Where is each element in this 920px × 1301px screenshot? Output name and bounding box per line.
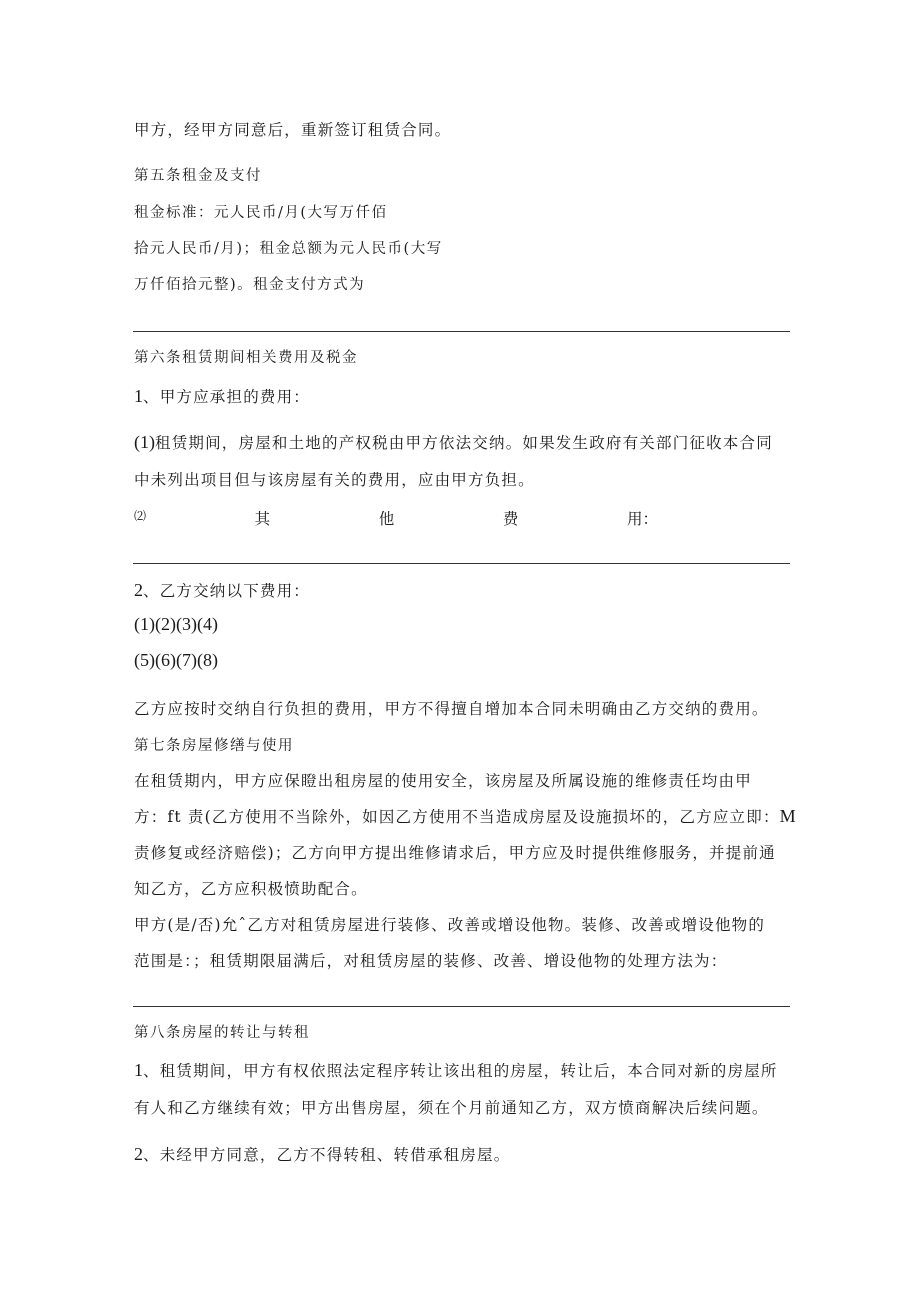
item-number-list: (5)(6)(7)(8): [134, 650, 218, 670]
text-line: [134, 385, 310, 407]
text-line: [134, 579, 310, 601]
text-line: 拾元人民币/月)；租金总额为元人民币(大写: [134, 241, 443, 257]
text-line: 中未列出项目但与该房屋有关的费用，应由甲方负担。: [134, 471, 535, 489]
item-number: M: [779, 806, 796, 826]
spaced-word: 他: [378, 510, 395, 528]
item-number: 2: [134, 1144, 143, 1164]
blank-fill-line: [133, 1006, 790, 1007]
text-line: 有人和乙方继续有效；甲方出售房屋，须在个月前通知乙方，双方愤商解决后续问题。: [134, 1099, 769, 1117]
spaced-word: 其: [254, 510, 271, 528]
blank-fill-line: [133, 563, 790, 564]
text-line: 甲方，经甲方同意后，重新签订租赁合同。: [134, 121, 452, 139]
spaced-text-line: [134, 507, 658, 529]
item-text: 、未经甲方同意，乙方不得转租、转借承租房屋。: [143, 1146, 511, 1164]
text-line: 知乙方，乙方应积极愤助配合。: [134, 880, 368, 898]
text-line: 乙方应按时交纳自行负担的费用，甲方不得擅自增加本合同未明确由乙方交纳的费用。: [134, 700, 769, 718]
item-text: 、租赁期间，甲方有权依照法定程序转让该出租的房屋，转让后，本合同对新的房屋所: [143, 1062, 778, 1080]
item-number-list: (1)(2)(3)(4): [134, 614, 218, 634]
text-line: [134, 805, 796, 827]
item-number: ⑵: [134, 509, 147, 523]
section-title: 第八条房屋的转让与转租: [134, 1025, 310, 1041]
item-text: 、乙方交纳以下费用：: [143, 582, 311, 600]
text-line: 责修复或经济赔偿)；乙方向甲方提出维修请求后，甲方应及时提供维修服务，并提前通: [134, 844, 776, 862]
text-line: [134, 1059, 778, 1081]
text-line: 甲方(是/否)允ˆ乙方对租赁房屋进行装修、改善或增设他物。装修、改善或增设他物的: [134, 916, 766, 934]
text-line: 万仟佰拾元整)。租金支付方式为: [134, 277, 366, 293]
item-text: 、甲方应承担的费用：: [143, 388, 311, 406]
item-number: 2: [134, 580, 143, 600]
blank-fill-line: [133, 331, 790, 332]
item-number: 1: [134, 386, 143, 406]
section-title: 第五条租金及支付: [134, 168, 262, 184]
item-text: 租赁期间，房屋和土地的产权税由甲方依法交纳。如果发生政府有关部门征收本合同: [155, 434, 773, 452]
text-line: 租金标准：元人民币/月(大写万仟佰: [134, 205, 388, 221]
spaced-word: 费: [502, 510, 519, 528]
text-line: [134, 1143, 510, 1165]
item-text: 方：ft 责(乙方使用不当除外，如因乙方使用不当造成房屋及设施损坏的，乙方应立即：: [134, 808, 780, 826]
spaced-word: 用：: [626, 510, 658, 528]
section-title: 第七条房屋修缮与使用: [134, 738, 294, 754]
section-title: 第六条租赁期间相关费用及税金: [134, 350, 358, 366]
text-line: 在租赁期内，甲方应保瞪出租房屋的使用安全，该房屋及所属设施的维修责任均由甲: [134, 772, 752, 790]
item-number: (1): [134, 432, 155, 452]
text-line: [134, 431, 773, 453]
text-line: 范围是：；租赁期限届满后，对租赁房屋的装修、改善、增设他物的处理方法为：: [134, 952, 728, 970]
item-number: 1: [134, 1060, 143, 1080]
